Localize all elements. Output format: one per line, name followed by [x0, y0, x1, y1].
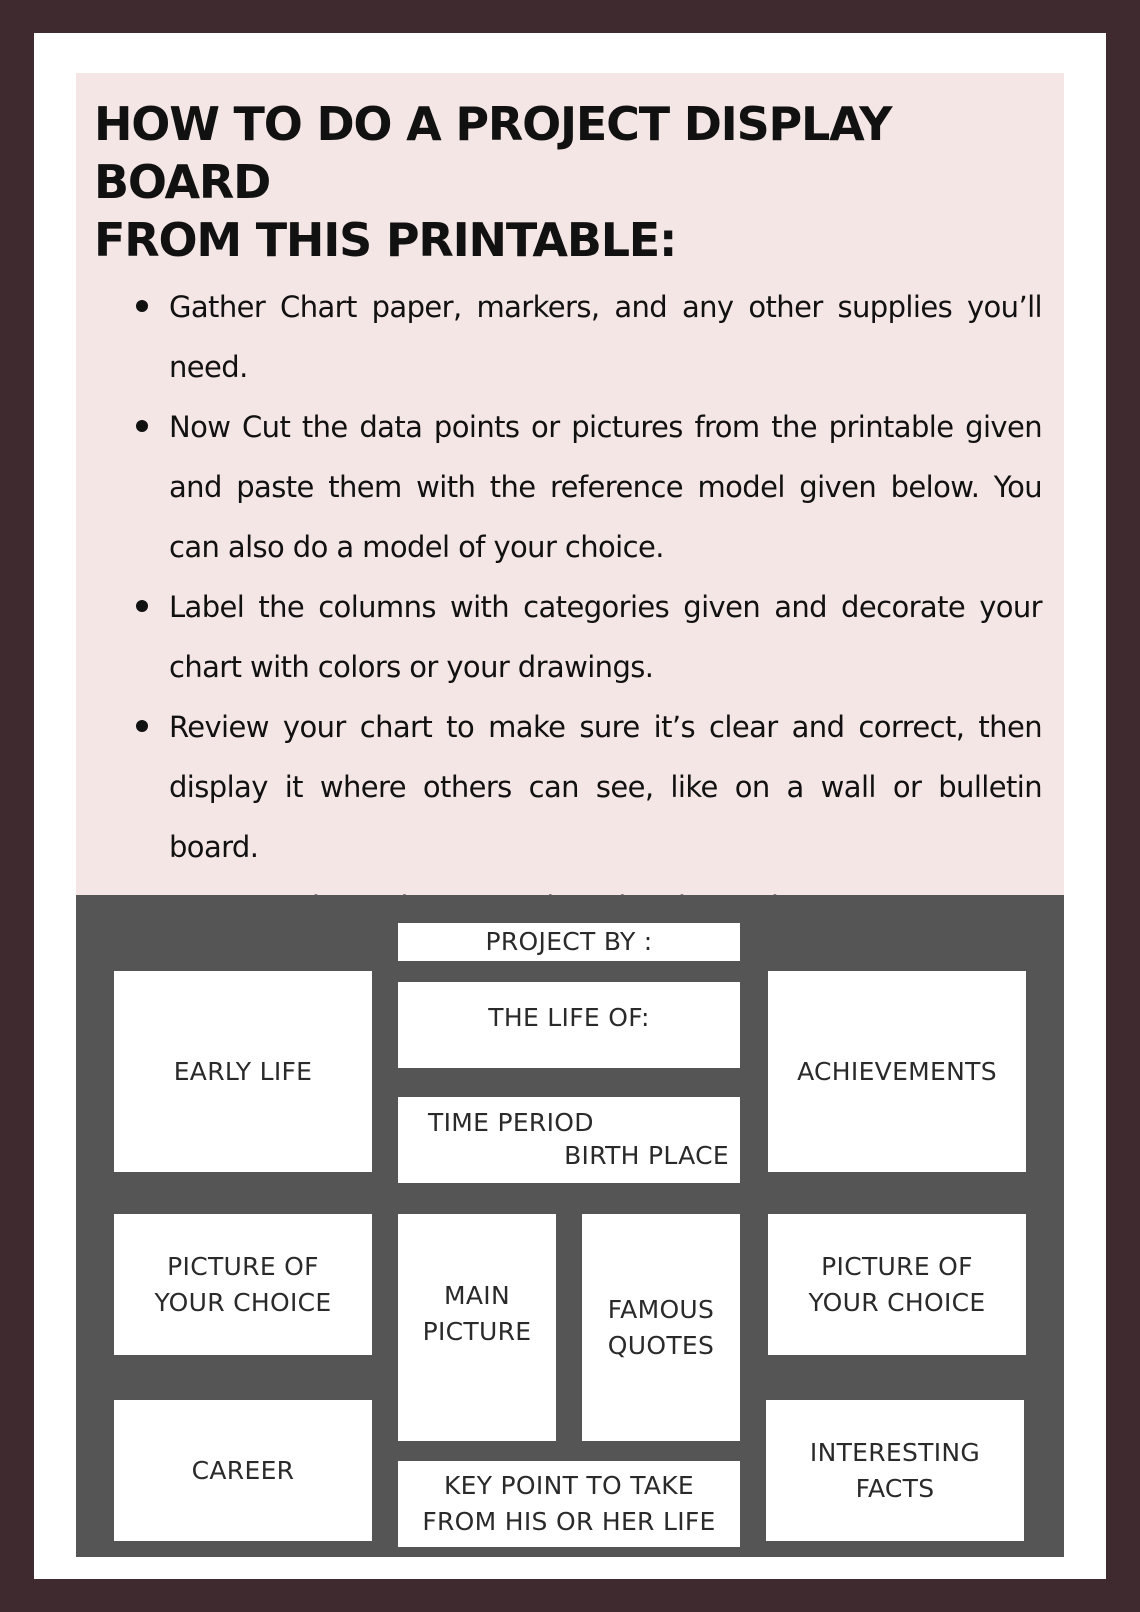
title-line-1: HOW TO DO A PROJECT DISPLAY BOARD — [94, 97, 892, 209]
picture-choice-left-label: PICTURE OF YOUR CHOICE — [154, 1251, 332, 1317]
step-item — [94, 697, 1042, 877]
steps-list — [94, 277, 1042, 937]
interesting-facts-panel — [766, 1400, 1024, 1541]
step-item — [94, 277, 1042, 397]
famous-quotes-label: FAMOUS QUOTES — [607, 1294, 715, 1360]
life-of-label: THE LIFE OF: — [488, 1003, 650, 1032]
key-point-panel — [398, 1461, 740, 1547]
step-text: Review your chart to make sure it’s clear and correct, then display it where others can see, like on a wall or bulletin board. — [169, 710, 1042, 864]
time-place-panel — [398, 1097, 740, 1183]
birth-place-label: BIRTH PLACE — [564, 1141, 729, 1170]
life-of-panel — [398, 982, 740, 1068]
title-line-2: FROM THIS PRINTABLE: — [94, 213, 677, 267]
key-point-label: KEY POINT TO TAKE FROM HIS OR HER LIFE — [422, 1471, 716, 1536]
step-text: Gather Chart paper, markers, and any other supplies you’ll need. — [169, 290, 1042, 384]
step-item — [94, 577, 1042, 697]
step-item — [94, 397, 1042, 577]
bullet-icon — [136, 300, 148, 312]
famous-quotes-panel — [582, 1214, 740, 1441]
career-label: CAREER — [191, 1455, 295, 1485]
picture-choice-right-panel — [768, 1214, 1026, 1355]
career-panel — [114, 1400, 372, 1541]
main-picture-label: MAIN PICTURE — [422, 1281, 532, 1346]
early-life-label: EARLY LIFE — [173, 1056, 313, 1086]
step-text: Now Cut the data points or pictures from the printable given and paste them with the reference model given below. You can also do a model of your choice. — [169, 410, 1042, 564]
step-text: Label the columns with categories given and decorate your chart with colors or your drawings. — [169, 590, 1042, 684]
printable-sheet — [34, 33, 1106, 1579]
instructions-section — [76, 73, 1064, 895]
project-by-panel — [398, 923, 740, 961]
picture-choice-left-panel — [114, 1214, 372, 1355]
picture-choice-right-label: PICTURE OF YOUR CHOICE — [808, 1251, 986, 1317]
time-period-label: TIME PERIOD — [428, 1108, 594, 1137]
interesting-facts-label: INTERESTING FACTS — [809, 1437, 981, 1503]
display-board — [76, 895, 1064, 1557]
main-picture-panel — [398, 1214, 556, 1441]
bullet-icon — [136, 420, 148, 432]
page-title — [94, 95, 1042, 269]
early-life-panel — [114, 971, 372, 1172]
bullet-icon — [136, 720, 148, 732]
bullet-icon — [136, 600, 148, 612]
project-by-label: PROJECT BY : — [485, 927, 653, 956]
achievements-label: ACHIEVEMENTS — [797, 1056, 997, 1086]
achievements-panel — [768, 971, 1026, 1172]
